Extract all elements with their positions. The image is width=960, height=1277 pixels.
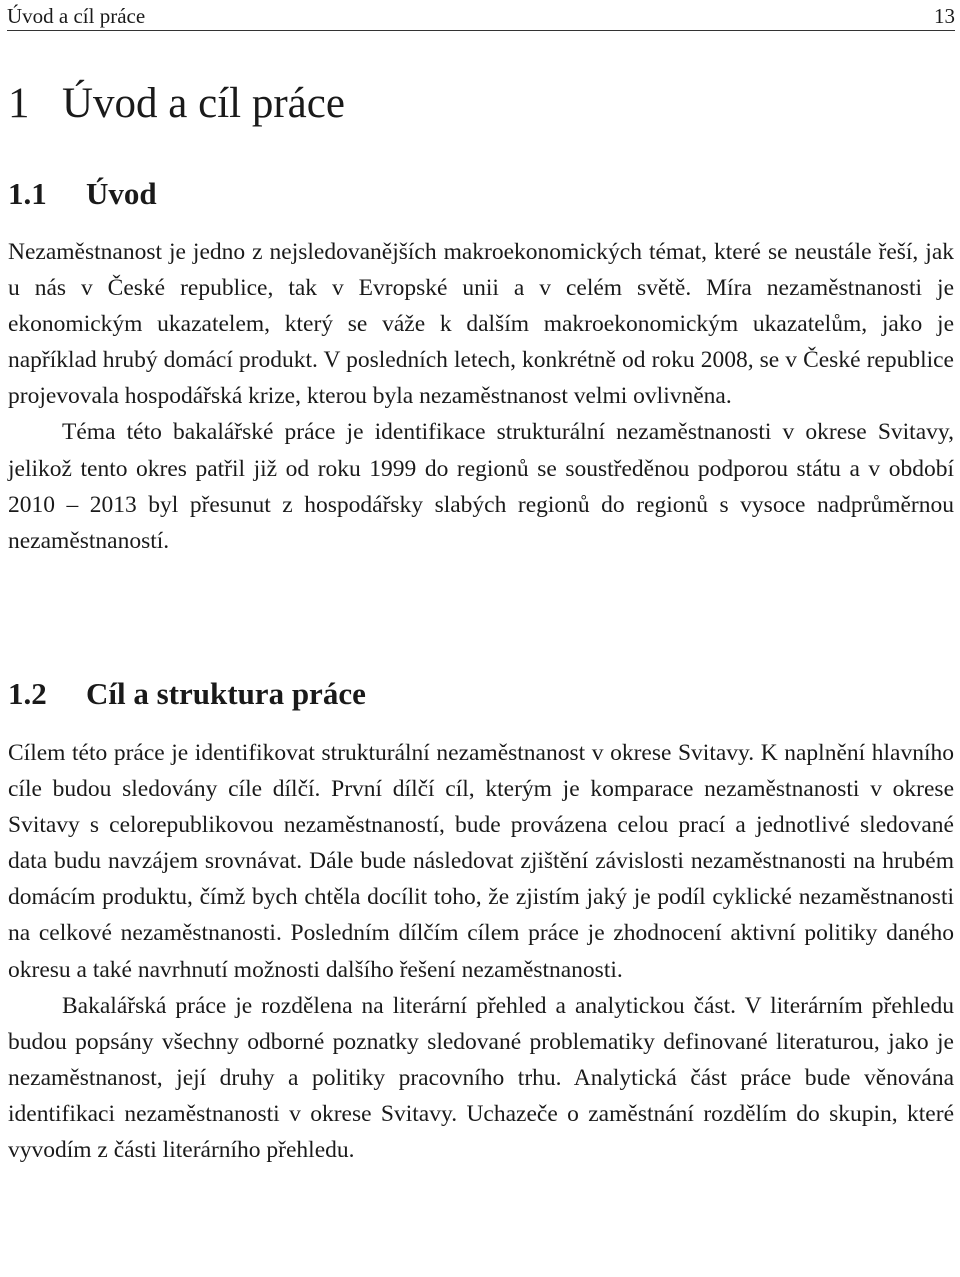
section-number: 1.2 xyxy=(8,676,47,711)
paragraph: Bakalářská práce je rozdělena na literární přehled a analytickou část. V literárním přehledu budou popsány všechny odborné poznatky sledované problematiky definované literaturou, jako je nezaměstnanost, její druhy a politiky pracovního trhu. Analytická část práce bude věnována identifikaci nezaměstnanosti v okrese Svitavy. Uchazeče o zaměstnání rozdělím do skupin, které vyvodím z části literárního přehledu. xyxy=(8,992,954,1164)
section-heading-uvod xyxy=(8,174,157,214)
paragraph: Téma této bakalářské práce je identifikace strukturální nezaměstnanosti v okrese Svitavy, jelikož tento okres patřil již od roku 1999 do regionů se soustředěnou podporou státu a v období 2010 – 2013 byl přesunut z hospodářsky slabých regionů do regionů s vysoce nadprůměrnou nezaměstnaností. xyxy=(8,419,954,554)
section-title: Cíl a struktura práce xyxy=(86,676,366,711)
header-chapter-title: Úvod a cíl práce xyxy=(7,4,146,28)
header-page-number: 13 xyxy=(934,4,955,28)
running-header xyxy=(7,4,955,31)
section-heading-cil xyxy=(8,674,366,714)
section-title: Úvod xyxy=(86,176,157,211)
paragraph: Nezaměstnanost je jedno z nejsledovanějších makroekonomických témat, které se neustále řeší, jak u nás v České republice, tak v Evropské unii a v celém světě. Míra nezaměstnanosti je ekonomickým ukazatelem, který se váže k dalším makroekonomickým ukazatelům, jako je například hrubý domácí produkt. V posledních letech, konkrétně od roku 2008, se v České republice projevovala hospodářská krize, kterou byla nezaměstnanost velmi ovlivněna. xyxy=(8,239,954,410)
chapter-number: 1 xyxy=(8,80,30,127)
chapter-heading xyxy=(8,78,345,130)
section-number: 1.1 xyxy=(8,176,47,211)
paragraph: Cílem této práce je identifikovat strukturální nezaměstnanost v okrese Svitavy. K naplnění hlavního cíle budou sledovány cíle dílčí. První dílčí cíl, kterým je komparace nezaměstnanosti v okrese Svitavy s celorepublikovou nezaměstnaností, bude provázena celou prací a jednotlivé sledované data budu navzájem srovnávat. Dále bude následovat zjištění závislosti nezaměstnanosti na hrubém domácím produktu, čímž bych chtěla docílit toho, že zjistím jaký je podíl cyklické nezaměstnanosti na celkové nezaměstnanosti. Posledním dílčím cílem práce je zhodnocení aktivní politiky daného okresu a také navrhnutí možnosti dalšího řešení nezaměstnanosti. xyxy=(8,740,954,983)
chapter-title: Úvod a cíl práce xyxy=(62,80,345,127)
section-body-cil xyxy=(8,735,954,1168)
section-body-uvod xyxy=(8,234,954,559)
